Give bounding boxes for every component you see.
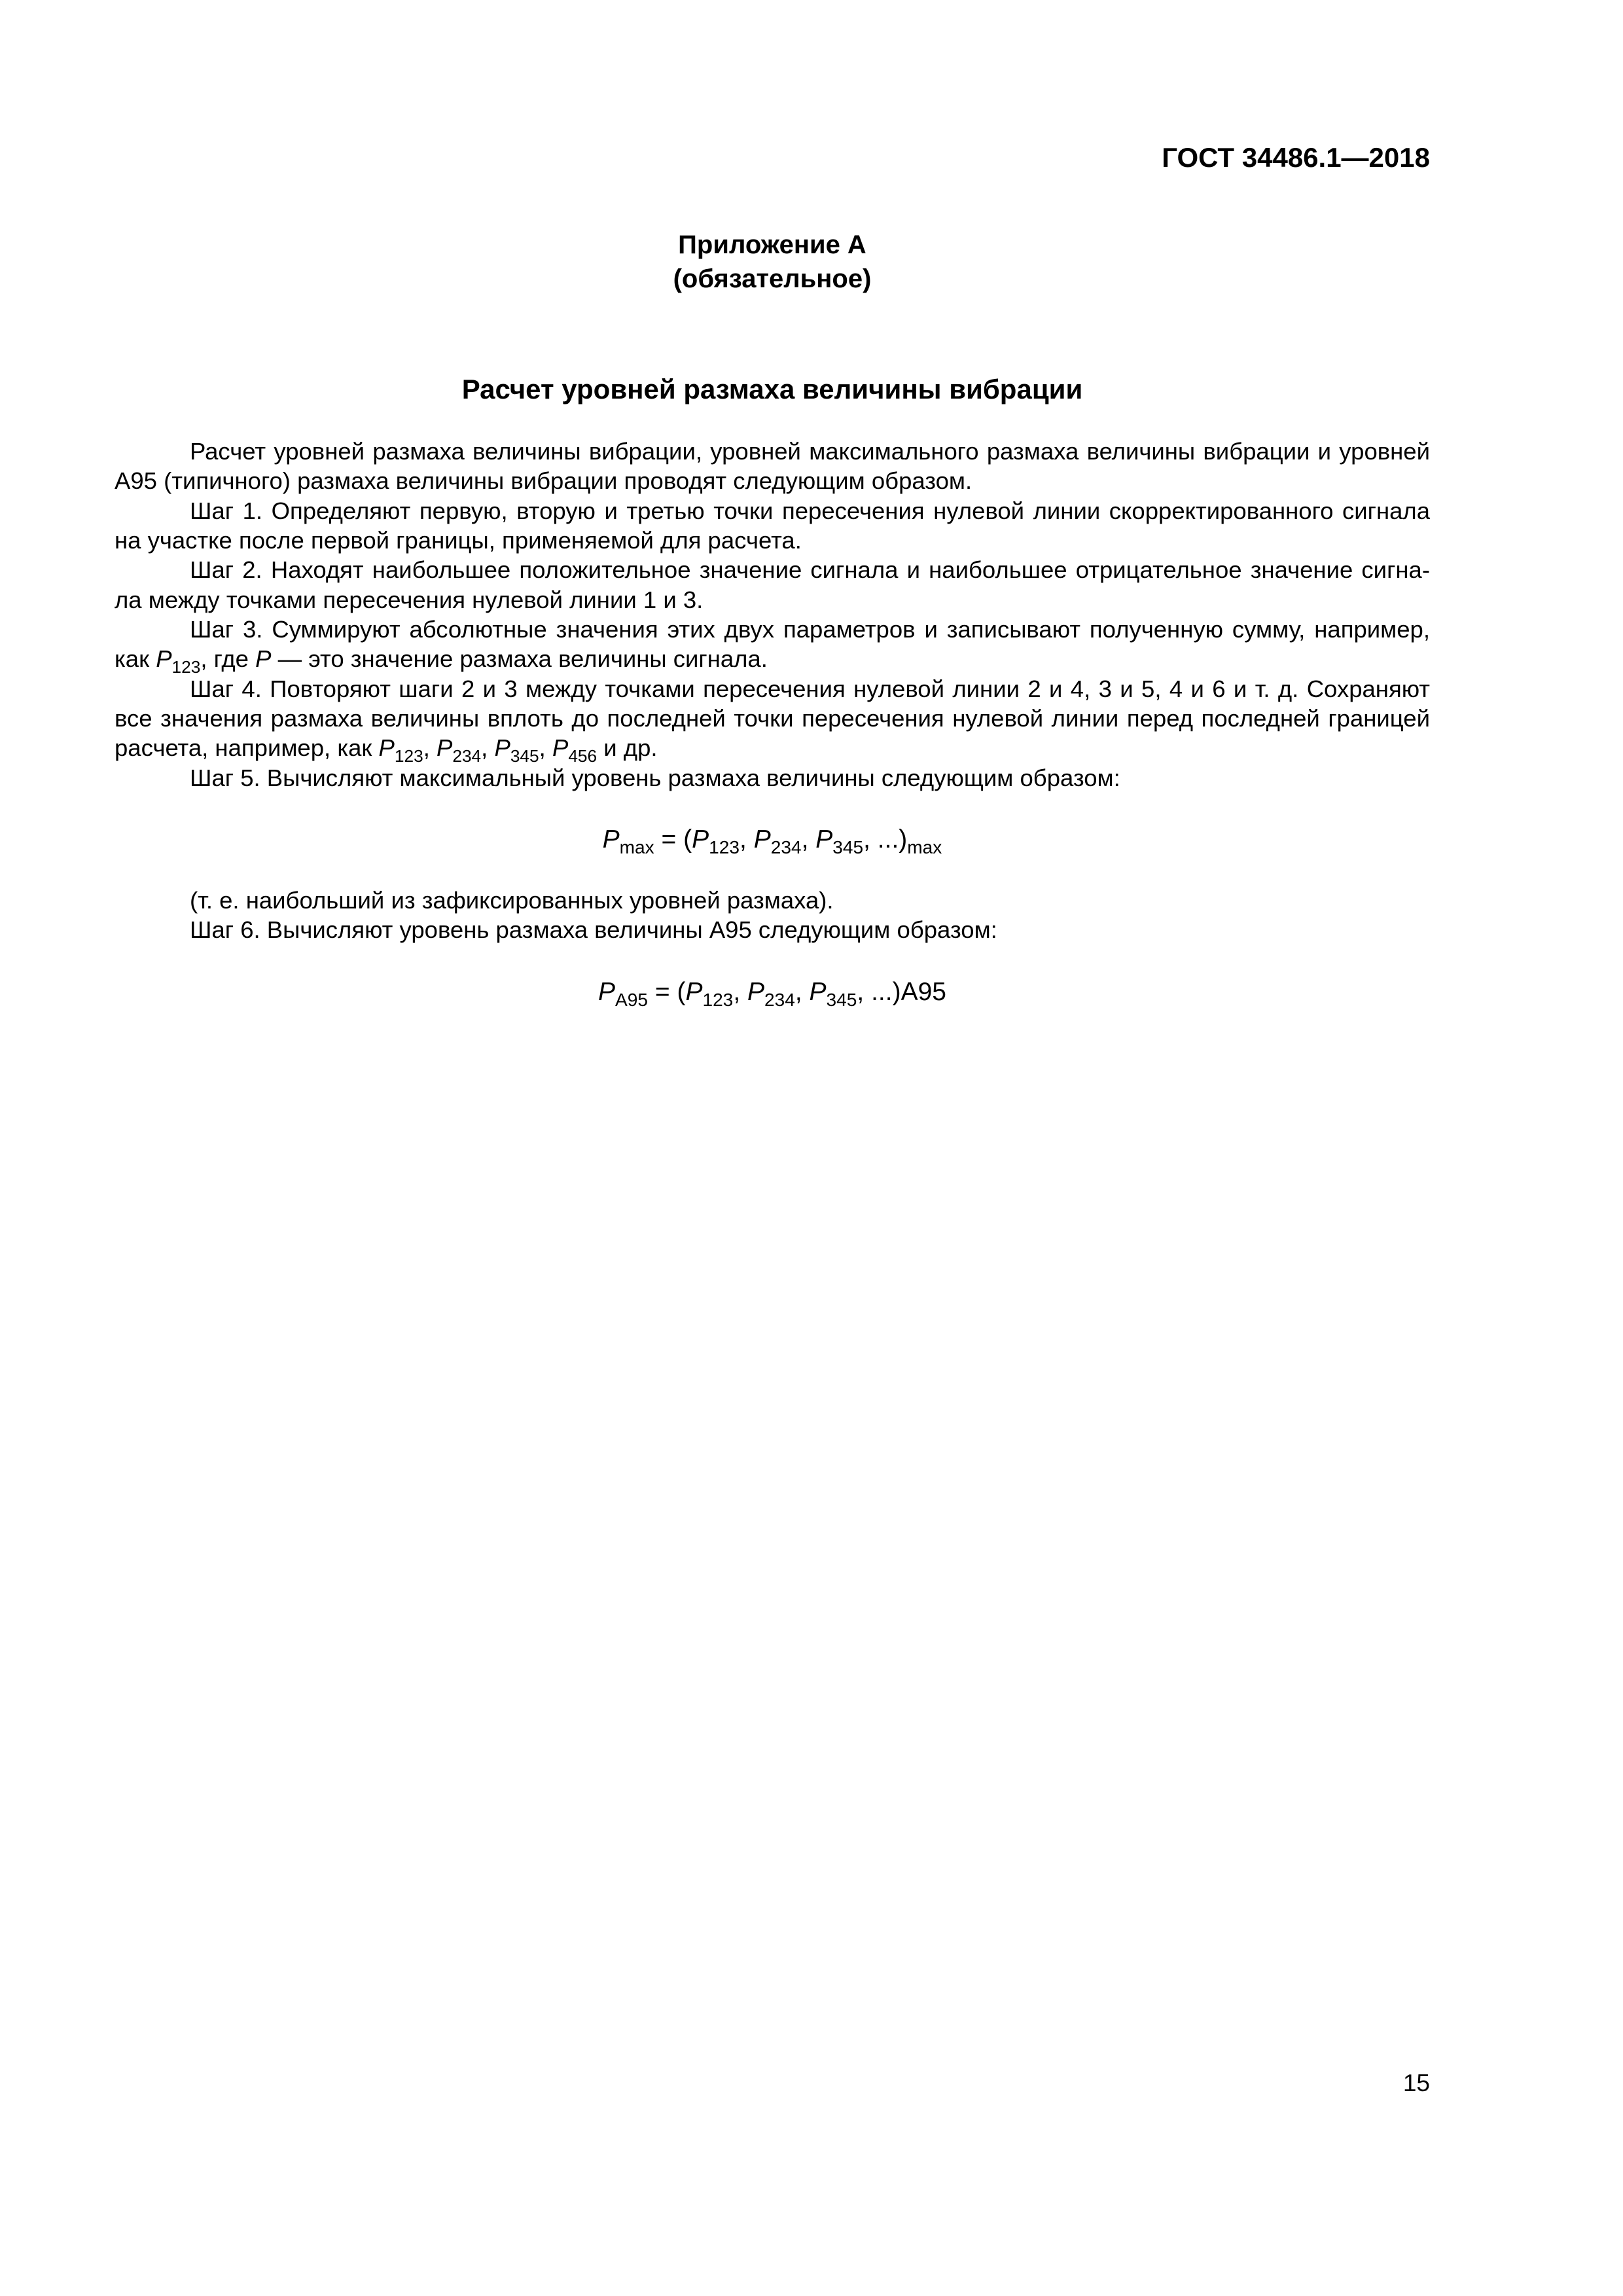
formula-pa95: $P_{А95} = (P_{123}$, $P_{234}$, $P_{345}$, ...)А95 [598, 977, 946, 1010]
appendix-subtitle: (обязательное) [673, 264, 872, 293]
paragraph-line: как $P_{123}$, где P — это значение размаха величины сигнала. [115, 645, 768, 677]
paragraph-line: на участке после первой границы, применяемой для расчета. [115, 526, 802, 554]
page-number: 15 [1402, 2070, 1430, 2096]
running-header: ГОСТ 34486.1—2018 [1162, 142, 1430, 173]
paragraph-line: Шаг 4. Повторяют шаги 2 и 3 между точками пересечения нулевой линии 2 и 4, 3 и 5, 4 и 6 и т. д. Сохраняют [190, 675, 1430, 702]
paragraph-line: Шаг 1. Определяют первую, вторую и третью точки пересечения нулевой линии скорректированного сигнала [190, 497, 1430, 524]
section-heading: Расчет уровней размаха величины вибрации [461, 374, 1083, 404]
paragraph-line: все значения размаха величины вплоть до последней точки пересечения нулевой линии перед последней границей [115, 704, 1430, 732]
paragraph-line: (т. е. наибольший из зафиксированных уровней размаха). [190, 886, 834, 914]
appendix-block [115, 228, 1430, 296]
paragraph-line: Шаг 5. Вычисляют максимальный уровень размаха величины следующим образом: [190, 764, 1120, 791]
paragraph-line: расчета, например, как $P_{123}$, $P_{234}$, $P_{345}$, $P_{456}$ и др. [115, 734, 658, 766]
paragraph-line: ла между точками пересечения нулевой линии 1 и 3. [115, 586, 704, 613]
paragraph-line: А95 (типичного) размаха величины вибрации проводят следующим образом. [115, 467, 972, 495]
paragraph-line: Шаг 2. Находят наибольшее положительное значение сигнала и наибольшее отрицательное значение сигна- [190, 556, 1430, 584]
paragraph-line: Шаг 3. Суммируют абсолютные значения этих двух параметров и записывают полученную сумму, например, [190, 615, 1430, 643]
formula-pmax: $P_{max} = (P_{123}$, $P_{234}$, $P_{345}$, $...)_{max}$ [602, 825, 942, 857]
paragraph-line: Расчет уровней размаха величины вибрации, уровней максимального размаха величины вибрации и уровней [190, 438, 1430, 465]
paragraph-line: Шаг 6. Вычисляют уровень размаха величины А95 следующим образом: [190, 916, 997, 944]
body-text [115, 437, 1430, 1009]
appendix-title: Приложение А [678, 230, 866, 259]
